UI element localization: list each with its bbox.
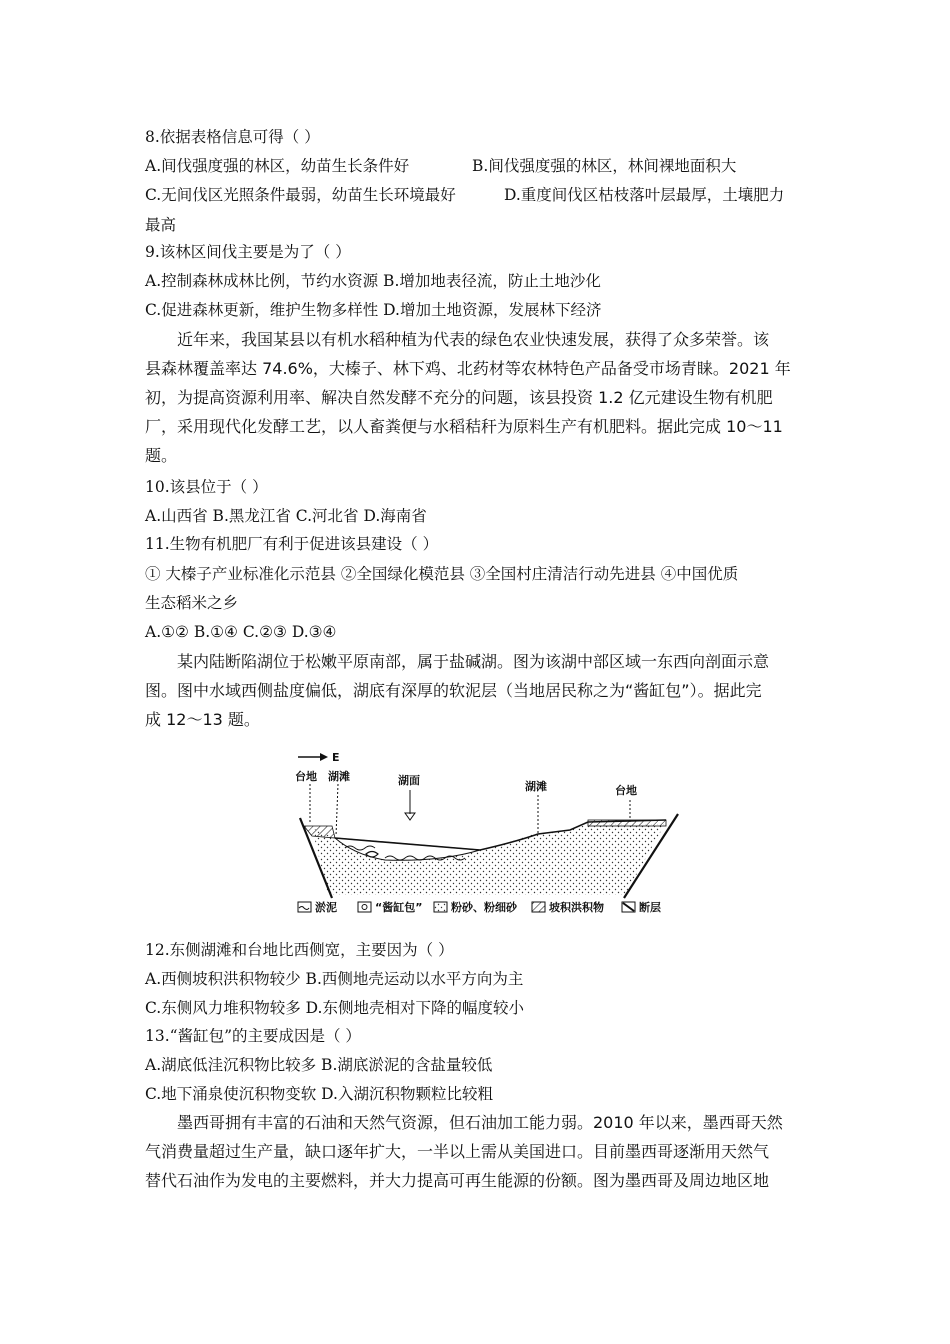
legend-yuni: 淤泥	[315, 901, 337, 914]
q8-stem: 8.依据表格信息可得（ ）	[145, 128, 320, 146]
q12-options-cd: C.东侧风力堆积物较多 D.东侧地壳相对下降的幅度较小	[145, 999, 524, 1017]
q8-option-c: C.无间伐区光照条件最弱，幼苗生长环境最好	[145, 186, 456, 204]
legend-fault: 断层	[639, 901, 661, 914]
q13-options-ab: A.湖底低洼沉积物比较多 B.湖底淤泥的含盐量较低	[145, 1056, 493, 1074]
q13-stem: 13.“酱缸包”的主要成因是（ ）	[145, 1027, 361, 1045]
passage-lake	[145, 647, 810, 734]
q11-options: A.①② B.①④ C.②③ D.③④	[145, 623, 337, 641]
passage-mexico	[145, 1108, 810, 1195]
label-hutan-left: 湖滩	[328, 770, 350, 783]
q13-options-cd: C.地下涌泉使沉积物变软 D.入湖沉积物颗粒比较粗	[145, 1085, 493, 1103]
q8-option-d: D.重度间伐区枯枝落叶层最厚，土壤肥力	[504, 186, 785, 204]
label-hutan-right: 湖滩	[525, 780, 547, 793]
q9-options-cd: C.促进森林更新，维护生物多样性 D.增加土地资源，发展林下经济	[145, 301, 602, 319]
passage-line: 近年来，我国某县以有机水稻种植为代表的绿色农业快速发展，获得了众多荣誉。该	[177, 330, 770, 349]
passage-line: 某内陆断陷湖位于松嫩平原南部，属于盐碱湖。图为该湖中部区域一东西向剖面示意	[177, 652, 770, 671]
q12-stem: 12.东侧湖滩和台地比西侧宽，主要因为（ ）	[145, 941, 454, 959]
q10-options: A.山西省 B.黑龙江省 C.河北省 D.海南省	[145, 507, 427, 525]
label-humian: 湖面	[398, 774, 420, 787]
passage-line: 替代石油作为发电的主要燃料，并大力提高可再生能源的份额。图为墨西哥及周边地区地	[145, 1171, 770, 1190]
lake-profile-figure	[290, 750, 690, 930]
q8-option-b: B.间伐强度强的林区，林间裸地面积大	[472, 157, 737, 175]
q12-options-ab: A.西侧坡积洪积物较少 B.西侧地壳运动以水平方向为主	[145, 970, 524, 988]
slope-deposit-left	[304, 826, 335, 838]
passage-line: 成 12～13 题。	[145, 710, 260, 729]
label-tai-right: 台地	[615, 784, 637, 797]
passage-line: 题。	[145, 446, 178, 465]
q11-stem: 11.生物有机肥厂有利于促进该县建设（ ）	[145, 535, 439, 553]
passage-line: 气消费量超过生产量，缺口逐年扩大，一半以上需从美国进口。目前墨西哥逐渐用天然气	[145, 1142, 770, 1161]
passage-line: 初，为提高资源利用率、解决自然发酵不充分的问题，该县投资 1.2 亿元建设生物有机肥	[145, 388, 773, 407]
q10-stem: 10.该县位于（ ）	[145, 478, 268, 496]
legend-jianggangbao: “酱缸包”	[375, 901, 423, 914]
figure-legend	[298, 900, 661, 914]
q9-stem: 9.该林区间伐主要是为了（ ）	[145, 243, 351, 261]
q8-option-a: A.间伐强度强的林区，幼苗生长条件好	[145, 157, 410, 175]
q8-option-d-cont: 最高	[145, 216, 177, 234]
direction-label: E	[332, 751, 340, 764]
east-arrow	[298, 753, 328, 761]
legend-sand: 粉砂、粉细砂	[451, 901, 517, 914]
legend-slope: 坡积洪积物	[549, 901, 604, 914]
passage-county	[145, 325, 810, 470]
passage-line: 图。图中水域西侧盐度偏低，湖底有深厚的软泥层（当地居民称之为“酱缸包”）。据此完	[145, 681, 762, 700]
q11-items-line1: ① 大榛子产业标准化示范县 ②全国绿化模范县 ③全国村庄清洁行动先进县 ④中国优质	[145, 565, 739, 583]
passage-line: 墨西哥拥有丰富的石油和天然气资源，但石油加工能力弱。2010 年以来，墨西哥天然	[177, 1113, 783, 1132]
q9-options-ab: A.控制森林成林比例，节约水资源 B.增加地表径流，防止土地沙化	[145, 272, 601, 290]
q11-items-line2: 生态稻米之乡	[145, 594, 239, 612]
label-tai-left: 台地	[295, 770, 317, 783]
passage-line: 县森林覆盖率达 74.6%，大榛子、林下鸡、北药材等农林特色产品备受市场青睐。2021 年	[145, 359, 791, 378]
passage-line: 厂，采用现代化发酵工艺，以人畜粪便与水稻秸秆为原料生产有机肥料。据此完成 10～11	[145, 417, 783, 436]
sand-layer	[312, 824, 665, 895]
